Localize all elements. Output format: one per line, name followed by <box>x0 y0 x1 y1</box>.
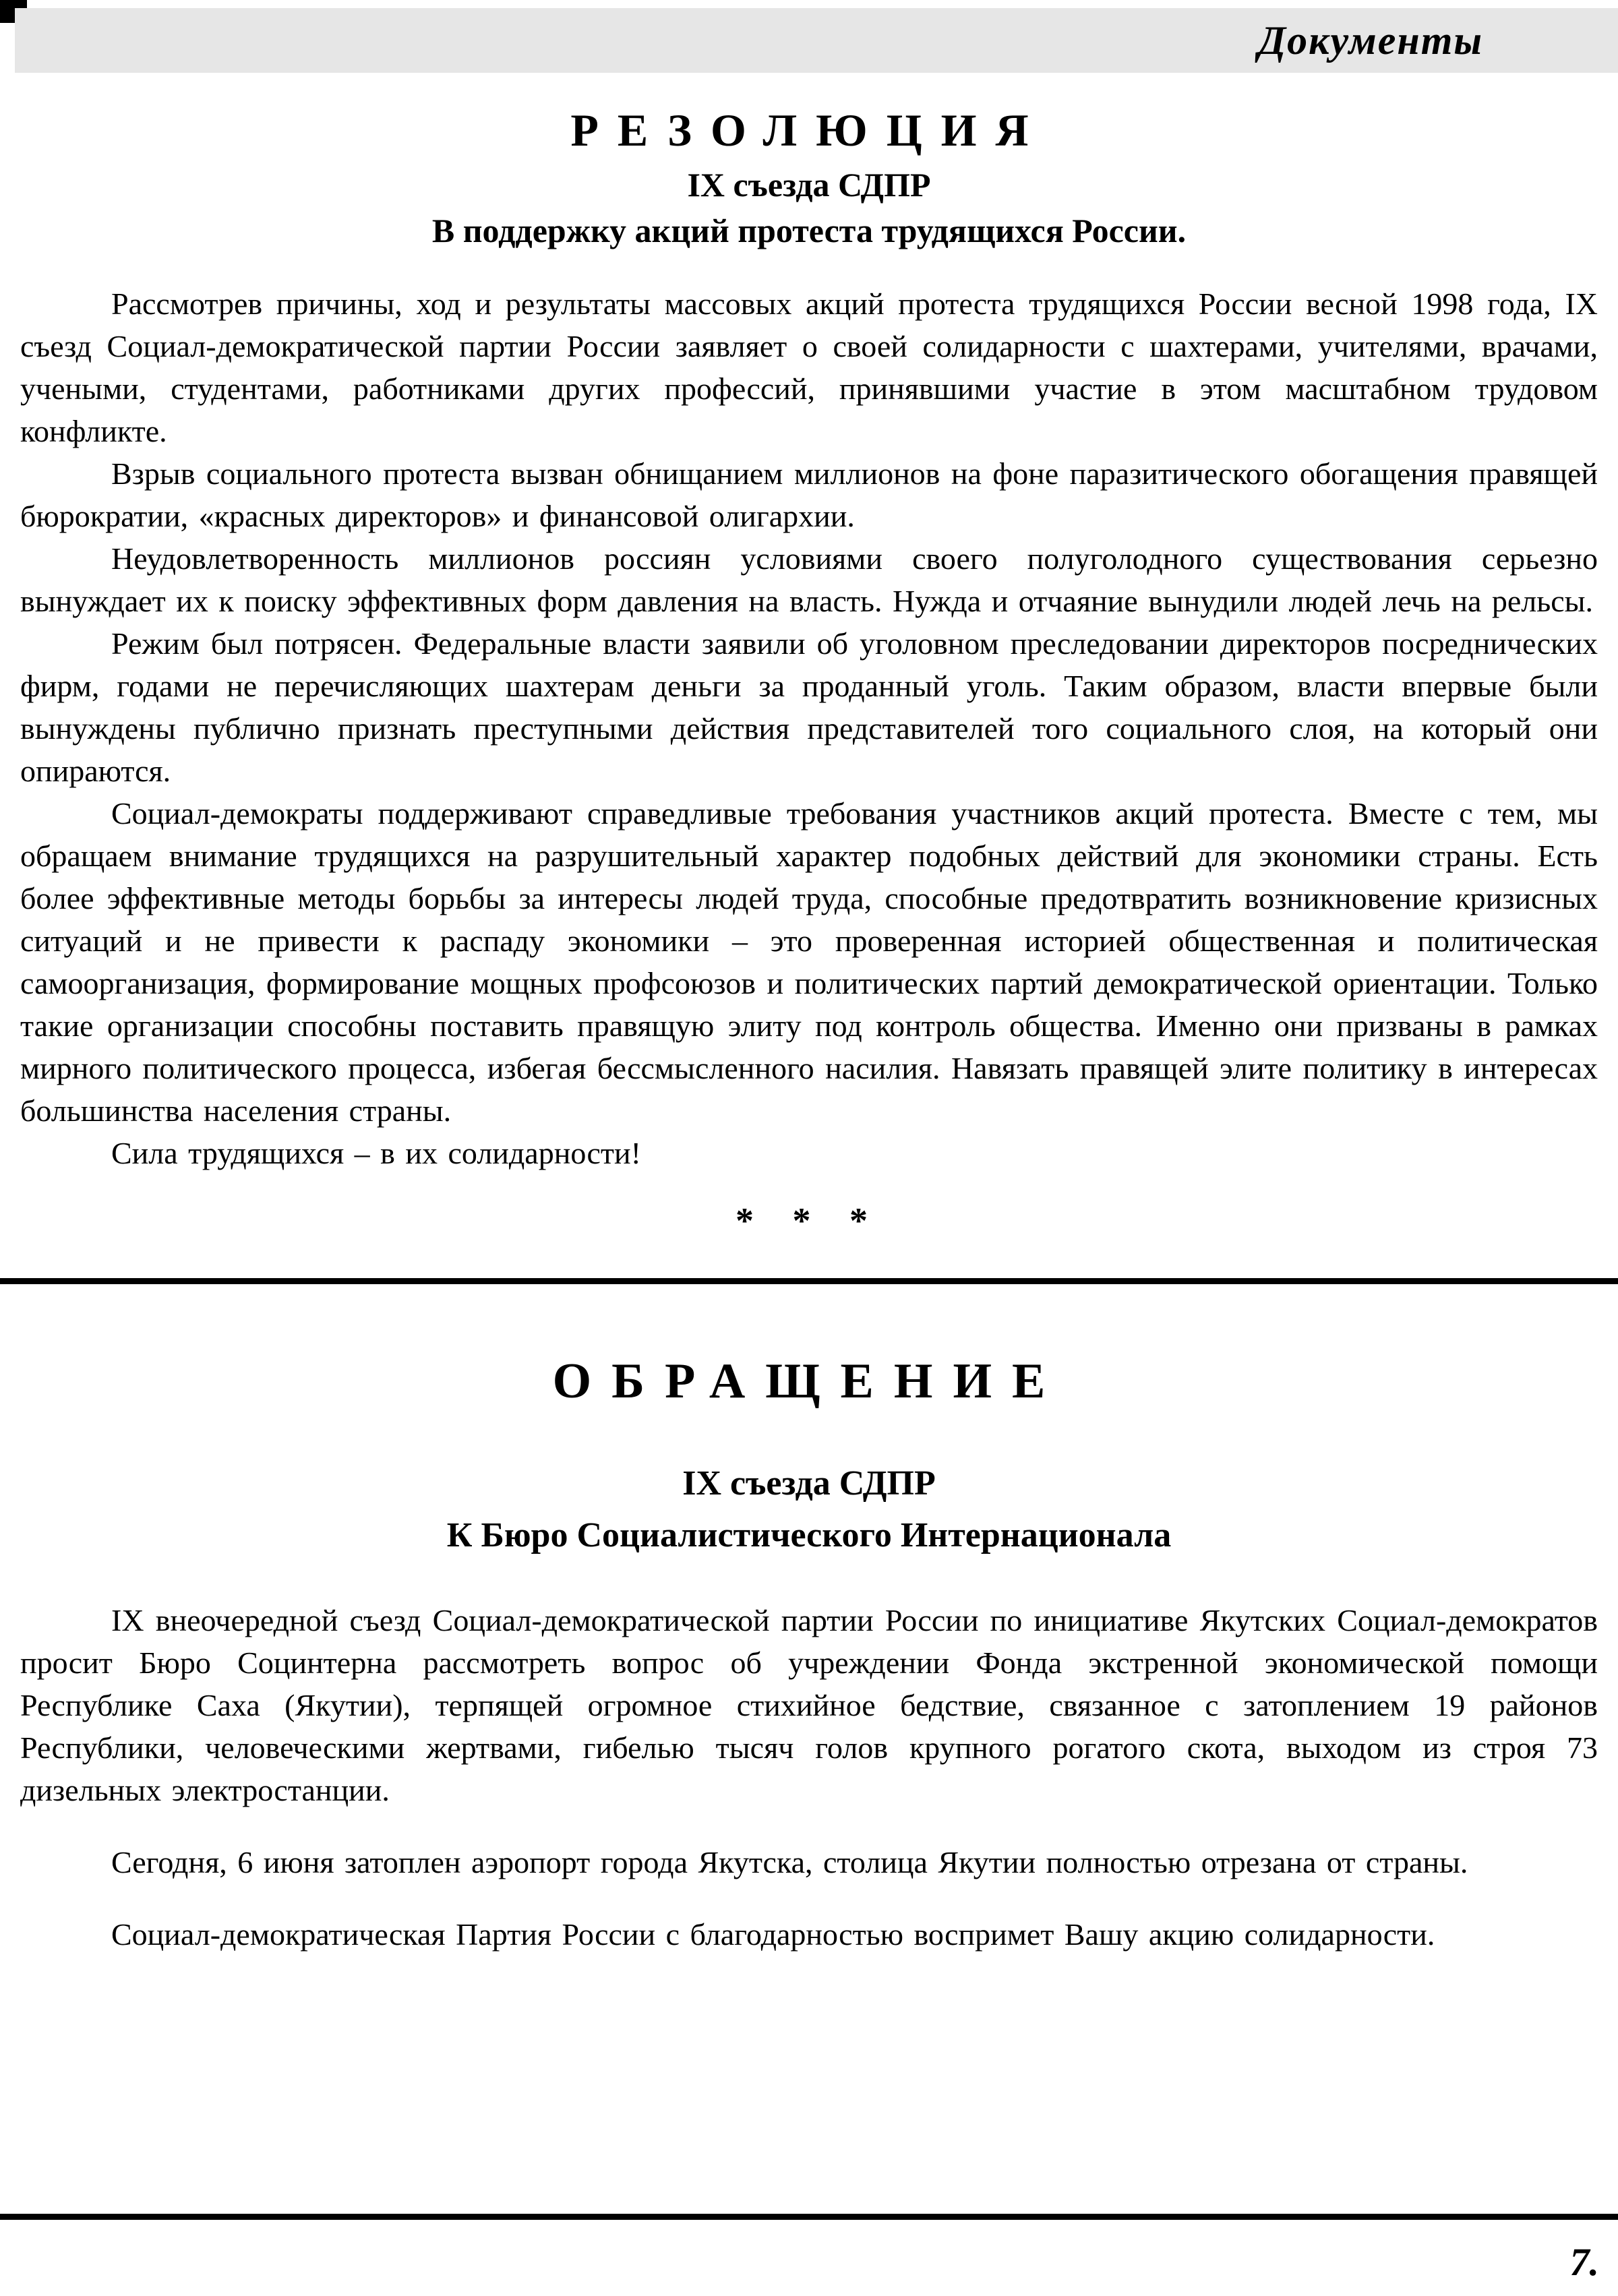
appeal-body <box>20 1599 1598 1956</box>
appeal-subtitle-addressee: К Бюро Социалистического Интернационала <box>446 1516 1172 1555</box>
resolution-subtitle-topic: В поддержку акций протеста трудящихся России. <box>431 211 1187 249</box>
resolution-subtitle-congress: IX съезда СДПР <box>687 166 931 204</box>
appeal-paragraph: Сегодня, 6 июня затоплен аэропорт города Якутска, столица Якутии полностью отрезана от страны. <box>111 1845 1468 1880</box>
resolution-paragraph: Взрыв социального протеста вызван обнищанием миллионов на фоне паразитического обогащения правящей бюрократии, «красных директоров» и финансовой олигархии. <box>20 456 1598 534</box>
document-content <box>20 86 1598 1956</box>
appeal-title: ОБРАЩЕНИЕ <box>552 1354 1066 1410</box>
resolution-paragraph: Социал-демократы поддерживают справедливые требования участников акций протеста. Вместе с тем, мы обращаем внимание трудящихся на разрушительный характер подобных действий для экономики страны. Есть более эффективные методы борьбы за интересы людей труда, способные предотвратить возникновение кризисных ситуаций и не привести к распаду экономики – это проверенная историей общественная и политическая самоорганизация, формирование мощных профсоюзов и политических партий демократической ориентации. Только такие организации способны поставить правящую элиту под контроль общества. Именно они призваны в рамках мирного политического процесса, избегая бессмысленного насилия. Навязать правящей элите политику в интересах большинства населения страны. <box>20 796 1598 1128</box>
resolution-title: РЕЗОЛЮЦИЯ <box>570 104 1048 156</box>
appeal-paragraph: Социал-демократическая Партия России с благодарностью воспримет Вашу акцию солидарности. <box>111 1917 1435 1952</box>
header-bar <box>15 8 1618 73</box>
resolution-closing-slogan: Сила трудящихся – в их солидарности! <box>111 1136 641 1171</box>
resolution-paragraph: Неудовлетворенность миллионов россиян условиями своего полуголодного существования серьезно вынуждает их к поиску эффективных форм давления на власть. Нужда и отчаяние вынудили людей лечь на рельсы. <box>20 541 1598 619</box>
resolution-body <box>20 282 1598 1174</box>
resolution-paragraph: Рассмотрев причины, ход и результаты массовых акций протеста трудящихся России весной 1998 года, IX съезд Социал-демократической партии России заявляет о своей солидарности с шахтерами, учителями, врачами, учеными, студентами, работниками других профессий, принявшими участие в этом масштабном трудовом конфликте. <box>20 286 1598 449</box>
page-number: 7. <box>1569 2240 1599 2284</box>
section-header-label: Документы <box>1258 18 1483 63</box>
footer-divider <box>0 2214 1618 2220</box>
resolution-paragraph: Режим был потрясен. Федеральные власти заявили об уголовном преследовании директоров посреднических фирм, годами не перечисляющих шахтерам деньги за проданный уголь. Таким образом, власти впервые были вынуждены публично признать преступными действия представителей того социального слоя, на который они опираются. <box>20 626 1598 789</box>
appeal-paragraph: IX внеочередной съезд Социал-демократической партии России по инициативе Якутских Социал-демократов просит Бюро Социнтерна рассмотреть вопрос об учреждении Фонда экстренной экономической помощи Республике Саха (Якутии), терпящей огромное стихийное бедствие, связанное с затоплением 19 районов Республики, человеческими жертвами, гибелью тысяч голов крупного рогатого скота, выходом из строя 73 дизельных электростанции. <box>20 1603 1598 1808</box>
appeal-subtitle-congress: IX съезда СДПР <box>682 1463 936 1503</box>
section-separator-stars: * * * <box>736 1201 882 1242</box>
horizontal-divider <box>0 1278 1618 1284</box>
